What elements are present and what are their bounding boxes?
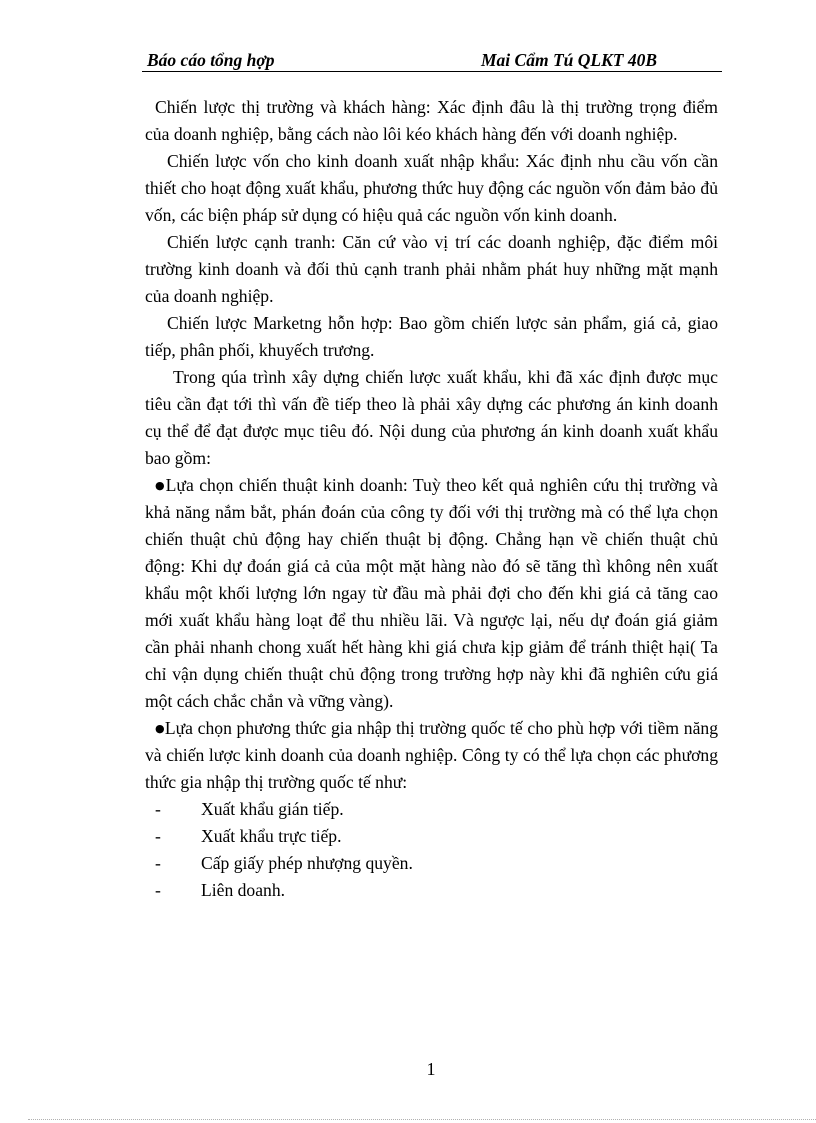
dash-marker: - xyxy=(155,880,161,900)
bullet-item-market-entry xyxy=(145,715,718,796)
bullet-icon: ● xyxy=(155,479,166,492)
dash-marker: - xyxy=(155,853,161,873)
paragraph-capital-strategy: Chiến lược vốn cho kinh doanh xuất nhập khẩu: Xác định nhu cầu vốn cần thiết cho hoạt động xuất khẩu, phương thức huy động các nguồn vốn đảm bảo đủ vốn, các biện pháp sử dụng có hiệu quả các nguồn vốn kinh doanh. xyxy=(145,151,718,225)
document-body xyxy=(145,94,718,904)
page-bottom-divider xyxy=(28,1119,816,1120)
paragraph-business-plan: Trong qúa trình xây dựng chiến lược xuất khẩu, khi đã xác định được mục tiêu cần đạt tới thì vấn đề tiếp theo là phải xây dựng các phương án kinh doanh cụ thể để đạt được mục tiêu đó. Nội dung của phương án kinh doanh xuất khẩu bao gồm: xyxy=(145,367,718,468)
list-item-text: Xuất khẩu gián tiếp. xyxy=(201,799,344,819)
dash-marker: - xyxy=(155,826,161,846)
paragraph-competition-strategy: Chiến lược cạnh tranh: Căn cứ vào vị trí các doanh nghiệp, đặc điểm môi trường kinh doanh và đối thủ cạnh tranh phải nhằm phát huy những mặt mạnh của doanh nghiệp. xyxy=(145,232,718,306)
list-item-text: Xuất khẩu trực tiếp. xyxy=(201,826,342,846)
entry-methods-list xyxy=(145,796,718,904)
bullet-text: Lựa chọn chiến thuật kinh doanh: Tuỳ theo kết quả nghiên cứu thị trường và khả năng nắm bắt, phán đoán của công ty đối với thị trường mà có thể lựa chọn chiến thuật chủ động hay chiến thuật bị động. Chẳng hạn về chiến thuật chủ động: Khi dự đoán giá cả của một mặt hàng nào đó sẽ tăng thì không nên xuất khẩu một khối lượng lớn ngay từ đầu mà phải đợi cho đến khi giá cả tăng cao mới xuất khẩu hàng loạt để thu nhiều lãi. Và ngược lại, nếu dự đoán giá giảm cần phải nhanh chong xuất hết hàng khi giá chưa kịp giảm để tránh thiệt hại( Ta chỉ vận dụng chiến thuật chủ động trong trường hợp này khi đã nghiên cứu giá một cách chắc chắn và vững vàng). xyxy=(145,475,718,711)
page-header xyxy=(142,49,722,72)
header-report-title: Báo cáo tổng hợp xyxy=(147,50,275,70)
list-item xyxy=(145,796,718,823)
bullet-item-tactics xyxy=(145,472,718,715)
list-item xyxy=(145,877,718,904)
paragraph-marketing-strategy: Chiến lược Marketng hỗn hợp: Bao gồm chiến lược sản phẩm, giá cả, giao tiếp, phân phối, khuyếch trương. xyxy=(145,313,718,360)
bullet-icon: ● xyxy=(155,722,165,735)
bullet-text: Lựa chọn phương thức gia nhập thị trường quốc tế cho phù hợp với tiềm năng và chiến lược kinh doanh của doanh nghiệp. Công ty có thể lựa chọn các phương thức gia nhập thị trường quốc tế như: xyxy=(145,718,718,792)
page-number: 1 xyxy=(426,1059,436,1079)
list-item-text: Liên doanh. xyxy=(201,880,286,900)
paragraph-market-strategy: Chiến lược thị trường và khách hàng: Xác định đâu là thị trường trọng điểm của doanh nghiệp, bằng cách nào lôi kéo khách hàng đến với doanh nghiệp. xyxy=(145,97,718,144)
list-item-text: Cấp giấy phép nhượng quyền. xyxy=(201,853,413,873)
list-item xyxy=(145,850,718,877)
list-item xyxy=(145,823,718,850)
dash-marker: - xyxy=(155,799,161,819)
header-author: Mai Cẩm Tú QLKT 40B xyxy=(481,50,657,70)
